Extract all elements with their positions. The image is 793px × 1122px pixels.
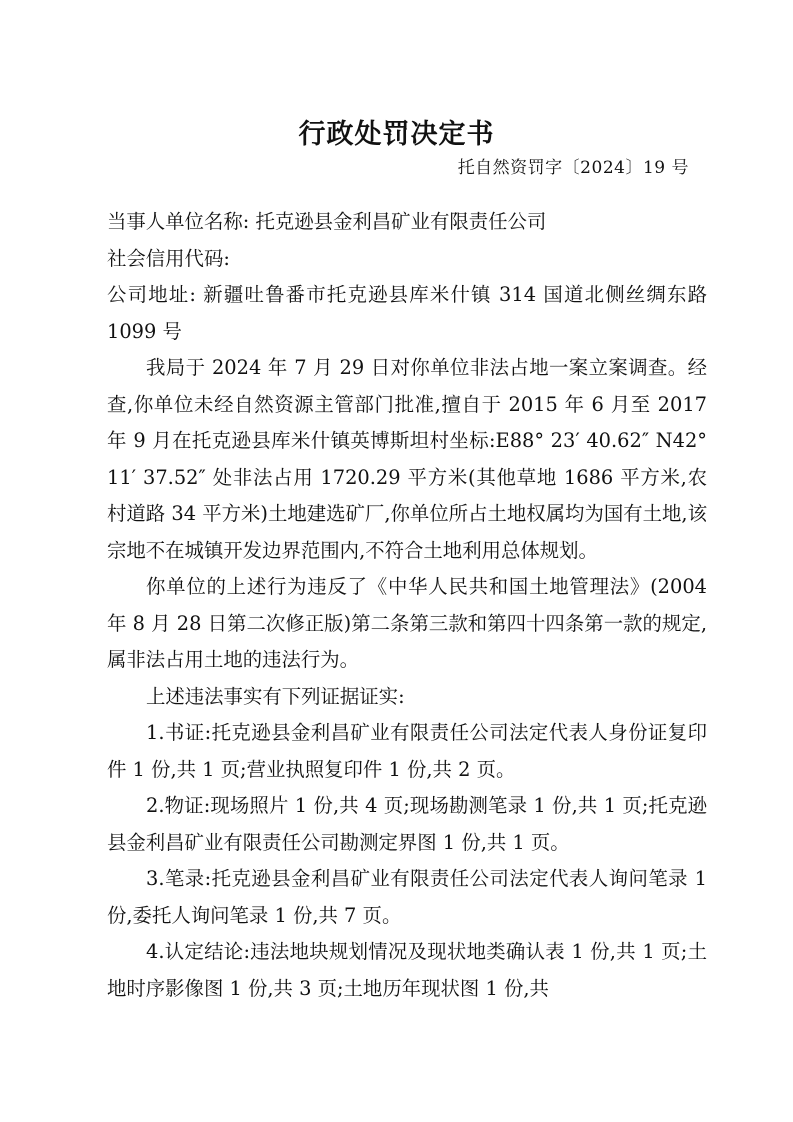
evidence-intro: 上述违法事实有下列证据证实: — [146, 684, 405, 708]
document-title: 行政处罚决定书 — [298, 119, 495, 150]
party-name-label: 当事人单位名称: — [107, 210, 250, 233]
party-name-value: 托克逊县金利昌矿业有限责任公司 — [255, 210, 547, 233]
evidence-item: 1.书证:托克逊县金利昌矿业有限责任公司法定代表人身份证复印件 1 份,共 1 页;营业执照复印件 1 份,共 2 页。 — [107, 721, 707, 781]
violation-paragraph: 你单位的上述行为违反了《中华人民共和国土地管理法》(2004 年 8 月 28 日第二次修正版)第二条第三款和第四十四条第一款的规定,属非法占用土地的违法行为。 — [107, 575, 707, 671]
address-value: 新疆吐鲁番市托克逊县库米什镇 314 国道北侧丝绸东路 1099 号 — [107, 283, 707, 343]
document-body — [107, 204, 707, 1007]
evidence-item: 2.物证:现场照片 1 份,共 4 页;现场勘测笔录 1 份,共 1 页;托克逊县金利昌矿业有限责任公司勘测定界图 1 份,共 1 页。 — [107, 794, 707, 854]
evidence-item: 3.笔录:托克逊县金利昌矿业有限责任公司法定代表人询问笔录 1 份,委托人询问笔录 1 份,共 7 页。 — [107, 867, 707, 927]
credit-code-line — [107, 241, 707, 278]
credit-code-label: 社会信用代码: — [107, 246, 230, 270]
party-name-line — [107, 204, 707, 241]
facts-paragraph: 我局于 2024 年 7 月 29 日对你单位非法占地一案立案调查。经查,你单位未经自然资源主管部门批准,擅自于 2015 年 6 月至 2017 年 9 月在托克逊县库米什镇英博斯坦村坐标:E88° 23′ 40.62″ N42° 11′ 37.52″ 处非法占用 1720.29 平方米(其他草地 1686 平方米,农村道路 34 平方米)土地建选矿厂,你单位所占土地权属均为国有土地,该宗地不在城镇开发边界范围内,不符合土地利用总体规划。 — [107, 356, 707, 562]
document-number: 托自然资罚字〔2024〕19 号 — [457, 158, 689, 178]
address-line — [107, 277, 707, 350]
address-label: 公司地址: — [107, 283, 196, 306]
evidence-item: 4.认定结论:违法地块规划情况及现状地类确认表 1 份,共 1 页;土地时序影像图 1 份,共 3 页;土地历年现状图 1 份,共 — [107, 940, 707, 1000]
